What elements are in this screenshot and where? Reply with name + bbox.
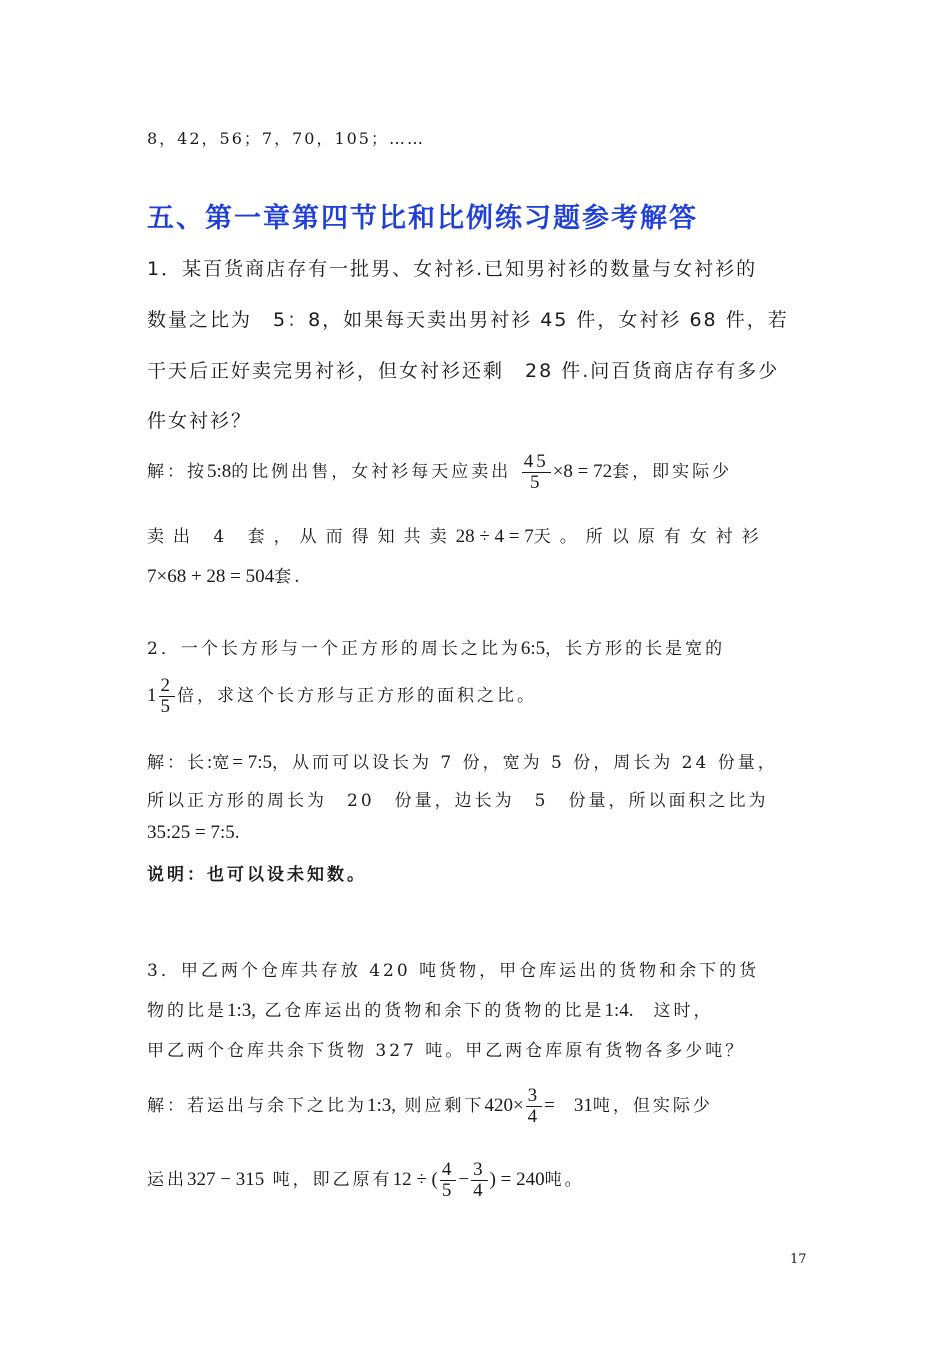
- p2-sol-mid: 宽: [212, 753, 233, 773]
- p2-sol-prefix: 解：长: [147, 753, 207, 773]
- p3-l2-prefix: 物的比是: [147, 1001, 227, 1021]
- p3-sol-ratio: 1:3,: [367, 1094, 397, 1116]
- p3-sol2-expr2: 12 ÷ (: [392, 1168, 438, 1190]
- p3-sol2-expr: 327 − 315: [187, 1168, 265, 1190]
- sol3-expr: 7×68 + 28 = 504: [147, 566, 275, 587]
- p2-sol-colon: :: [207, 752, 213, 773]
- sol2-prefix: 卖出 4 套，从而得知共卖: [147, 527, 456, 547]
- problem1-solution-line3: [147, 562, 303, 588]
- p3-sol-mid: 则应剩下: [404, 1095, 485, 1116]
- p3-sol-expr-a: 420×: [484, 1094, 524, 1116]
- problem1-line3: 干天后正好卖完男衬衫，但女衬衫还剩 28 件.问百货商店存有多少: [147, 360, 780, 382]
- sol-suffix: 套，即实际少: [612, 461, 733, 482]
- fraction-numerator: 4: [441, 1159, 455, 1180]
- mixed-fraction: [159, 676, 176, 717]
- top-sequence: 8，42，56；7，70，105；……: [147, 129, 425, 148]
- fraction-denominator: 4: [473, 1179, 486, 1201]
- problem3-line3: 甲乙两个仓库共余下货物 327 吨。甲乙两仓库原有货物各多少吨？: [147, 1041, 746, 1061]
- problem2-note: 说明：也可以设未知数。: [147, 865, 367, 885]
- sol-ratio: 5:8: [207, 460, 232, 482]
- p2-prefix: 2．一个长方形与一个正方形的周长之比为: [147, 639, 521, 659]
- fraction-denominator: 5: [441, 1179, 455, 1201]
- problem2-solution-line3: [147, 822, 240, 844]
- problem1-line2: 数量之比为 5：8，如果每天卖出男衬衫 45 件，女衬衫 68 件，若: [147, 309, 789, 331]
- p3-l2-suffix: 这时，: [653, 1001, 714, 1021]
- p3-sol-prefix: 解：若运出与余下之比为: [147, 1095, 367, 1116]
- p3-ratio2: 1:4.: [604, 1000, 634, 1021]
- problem3-solution-line1: [147, 1086, 713, 1127]
- fraction-3-4: [526, 1086, 543, 1127]
- p3-sol-expr-b: = 31: [544, 1094, 593, 1116]
- p2-ratio: 6:5: [520, 638, 546, 659]
- problem1-line4: 件女衬衫？: [147, 410, 253, 432]
- fraction-numerator: 3: [473, 1159, 486, 1180]
- problem1-solution-line2: [147, 522, 768, 548]
- problem2-line2: [147, 676, 537, 717]
- problem2-line1: [147, 634, 725, 660]
- p3-sol2-suffix: 吨。: [544, 1169, 585, 1190]
- mixed-whole: 1: [147, 684, 157, 706]
- fraction-numerator: 3: [527, 1085, 541, 1106]
- p3-ratio1: 1:3,: [227, 1000, 257, 1021]
- p3-sol-suffix: 吨，但实际少: [592, 1095, 713, 1116]
- fraction-numerator: 45: [523, 451, 549, 472]
- p2-sol-expr: = 7:5: [232, 752, 273, 773]
- sol3-suffix: 套.: [274, 567, 303, 587]
- fraction-denominator: 5: [529, 471, 543, 493]
- fraction-4-5: [440, 1160, 457, 1201]
- fraction-numerator: 2: [160, 675, 173, 696]
- p2-sol-suffix: ，从而可以设长为 7 份，宽为 5 份，周长为 24 份量，: [272, 753, 778, 773]
- p3-l2-mid: 乙仓库运出的货物和余下的货物的比是: [264, 1001, 605, 1021]
- page-number: 17: [790, 1252, 807, 1267]
- problem2-solution-line2: 所以正方形的周长为 20 份量，边长为 5 份量，所以面积之比为: [147, 791, 769, 811]
- p3-sol2-mid: 吨，即乙原有: [272, 1169, 393, 1190]
- p2-suffix: ，长方形的长是宽的: [545, 639, 726, 659]
- fraction-denominator: 5: [160, 695, 173, 717]
- fraction-45-5: [522, 452, 551, 493]
- sol2-suffix: 天。所以原有女衬衫: [533, 527, 768, 547]
- sol2-expr: 28 ÷ 4 = 7: [455, 526, 534, 547]
- section-heading: 五、第一章第四节比和比例练习题参考解答: [147, 203, 698, 234]
- problem1-solution-line1: [147, 452, 732, 493]
- minus-sign: −: [458, 1168, 470, 1190]
- problem2-solution-line1: [147, 748, 778, 774]
- fraction-3-4-b: [471, 1160, 488, 1201]
- sol-mid: 的比例出售，女衬衫每天应卖出: [231, 461, 512, 482]
- fraction-denominator: 4: [527, 1105, 541, 1127]
- p3-sol2-expr3: ) = 240: [489, 1168, 545, 1190]
- p3-sol2-prefix: 运出: [147, 1169, 187, 1190]
- p2-line2-suffix: 倍，求这个长方形与正方形的面积之比。: [177, 685, 537, 706]
- p2-sol3-expr: 35:25 = 7:5.: [147, 822, 240, 843]
- problem3-line1: 3．甲乙两个仓库共存放 420 吨货物，甲仓库运出的货物和余下的货: [147, 961, 760, 981]
- problem3-line2: [147, 996, 713, 1022]
- problem3-solution-line2: [147, 1160, 585, 1201]
- problem1-line1: 1．某百货商店存有一批男、女衬衫.已知男衬衫的数量与女衬衫的: [147, 258, 758, 280]
- sol-expr: ×8 = 72: [552, 460, 613, 482]
- sol-prefix: 解：按: [147, 461, 207, 482]
